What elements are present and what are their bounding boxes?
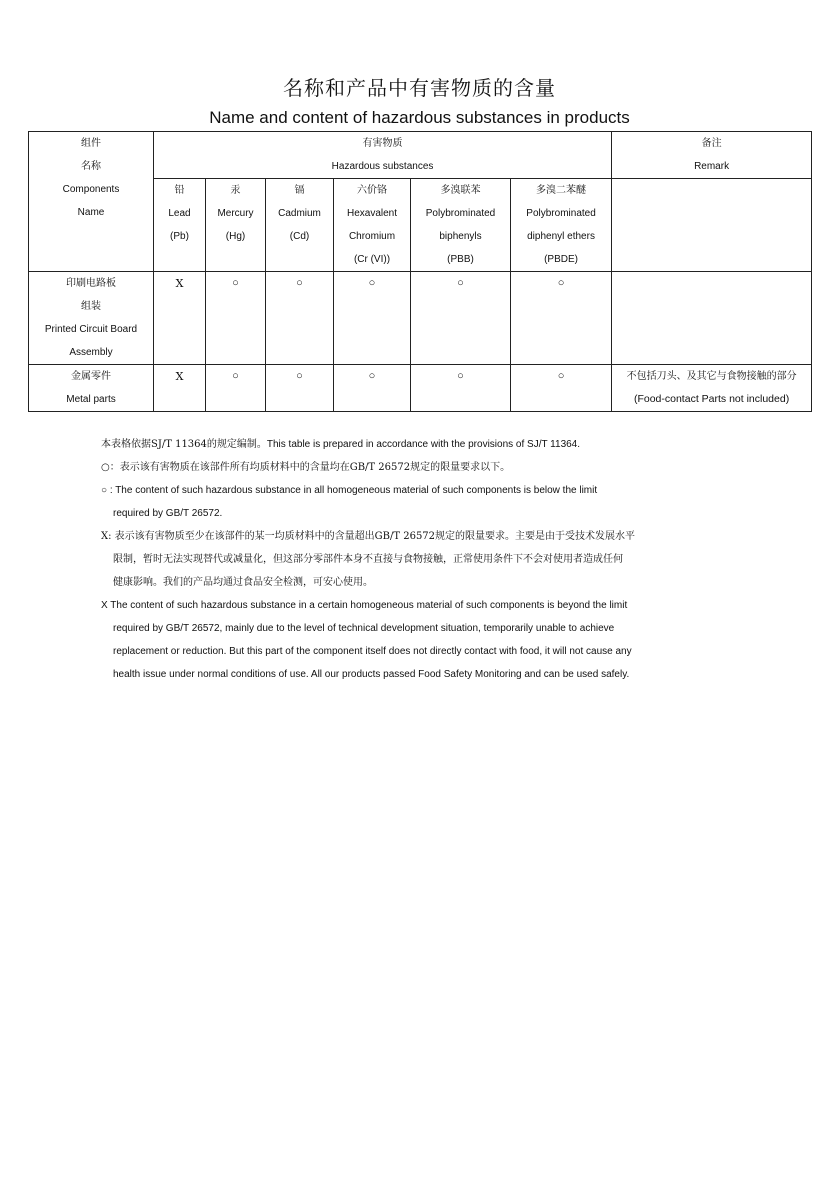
- note-o-zh: ○：表示该有害物质在该部件所有均质材料中的含量均在GB/T 26572规定的限量要求以下。: [101, 462, 511, 473]
- substance-zh: 镉: [294, 185, 305, 196]
- mark-x: X: [175, 277, 184, 290]
- components-header-zh-2: 名称: [81, 161, 101, 172]
- mark-cell: [154, 272, 206, 365]
- header-row-1: [29, 132, 812, 179]
- components-header-en-1: Components: [62, 184, 120, 195]
- remark-cell: [612, 365, 812, 412]
- substance-cadmium-cell: [266, 179, 334, 272]
- substance-chromium-cell: [334, 179, 411, 272]
- component-name-zh-1: 金属零件: [71, 371, 111, 382]
- mark-cell: [334, 365, 411, 412]
- mark-cell: [206, 272, 266, 365]
- note-line-1: [101, 433, 741, 456]
- remark-en: (Food-contact Parts not included): [633, 393, 790, 405]
- remark-header-en: Remark: [694, 161, 730, 172]
- component-name-zh-2: 组装: [81, 301, 101, 312]
- mark-cell: [154, 365, 206, 412]
- table-row-pcba: [29, 272, 812, 365]
- mark-cell: [266, 365, 334, 412]
- components-header-cell: [29, 132, 154, 272]
- mark-cell: [206, 365, 266, 412]
- notes-section: [101, 433, 741, 686]
- component-name-zh-1: 印刷电路板: [66, 278, 116, 289]
- substance-lead-cell: [154, 179, 206, 272]
- substance-en-2: Chromium: [348, 231, 396, 242]
- mark-circle: ○: [457, 277, 464, 289]
- mark-cell: [511, 365, 612, 412]
- substance-en: Cadmium: [278, 208, 321, 219]
- hazardous-header-zh: 有害物质: [362, 138, 403, 149]
- substance-en: Lead: [168, 208, 191, 219]
- substance-zh: 六价铬: [357, 185, 387, 196]
- hazardous-header-en: Hazardous substances: [331, 161, 434, 172]
- component-name-cell: [29, 272, 154, 365]
- substance-symbol: (PBDE): [544, 254, 578, 265]
- substance-pbde-cell: [511, 179, 612, 272]
- mark-cell: [411, 365, 511, 412]
- remark-cell: [612, 272, 812, 365]
- substance-symbol: (Pb): [170, 231, 189, 242]
- page-title-zh: 名称和产品中有害物质的含量: [283, 76, 556, 100]
- remark-empty-cell: [612, 179, 812, 272]
- mark-circle: ○: [368, 370, 376, 382]
- component-name-en-1: Metal parts: [66, 394, 116, 405]
- note-x-zh-1: X: 表示该有害物质至少在该部件的某一均质材料中的含量超出GB/T 26572规定的限量要求。主要是由于受技术发展水平: [101, 531, 636, 542]
- substance-symbol: (Hg): [225, 231, 246, 242]
- mark-cell: [334, 272, 411, 365]
- mark-circle: ○: [296, 370, 303, 382]
- page-title-en: Name and content of hazardous substances in products: [209, 108, 630, 127]
- substance-en-2: diphenyl ethers: [527, 231, 595, 242]
- substance-en: Polybrominated: [526, 208, 596, 219]
- component-name-en-2: Assembly: [69, 347, 113, 358]
- substance-zh: 多溴二苯醚: [536, 185, 587, 196]
- substance-zh: 汞: [230, 185, 241, 196]
- remark-header-zh: 备注: [701, 138, 722, 149]
- mark-circle: ○: [232, 370, 239, 382]
- note-x-en-4: health issue under normal conditions of use. All our products passed Food Safety Monitoring and can be used safely.: [113, 669, 630, 680]
- components-header-zh-1: 组件: [81, 138, 101, 149]
- mark-circle: ○: [557, 370, 565, 382]
- mark-cell: [266, 272, 334, 365]
- note-x-zh-2: 限制，暂时无法实现替代或减量化，但这部分零部件本身不直接与食物接触，正常使用条件下不会对使用者造成任何: [113, 554, 623, 565]
- mark-circle: ○: [232, 277, 239, 289]
- remark-zh: 不包括刀头、及其它与食物接触的部分: [626, 371, 797, 382]
- substance-symbol: (PBB): [447, 254, 474, 265]
- note-o-en-2: required by GB/T 26572.: [113, 508, 223, 519]
- mark-cell: [411, 272, 511, 365]
- components-header-en-2: Name: [77, 207, 105, 218]
- substance-symbol: (Cd): [289, 231, 310, 242]
- substance-en: Polybrominated: [425, 208, 496, 219]
- mark-circle: ○: [368, 277, 376, 289]
- note-standard-en: This table is prepared in accordance with the provisions of SJ/T 11364.: [266, 439, 581, 450]
- note-x-en-2: required by GB/T 26572, mainly due to the level of technical development situation, temporarily unable to achieve: [113, 623, 615, 634]
- hazardous-substances-table: [28, 131, 812, 412]
- substance-en: Hexavalent: [346, 208, 398, 219]
- mark-circle: ○: [457, 370, 464, 382]
- substance-zh: 多溴联苯: [440, 185, 481, 196]
- substance-pbb-cell: [411, 179, 511, 272]
- note-x-en-3: replacement or reduction. But this part of the component itself does not directly contact with food, it will not cause any: [113, 646, 632, 657]
- mark-circle: ○: [296, 277, 303, 289]
- substance-en: Mercury: [217, 208, 254, 219]
- component-name-cell: [29, 365, 154, 412]
- note-standard-zh: 本表格依据SJ/T 11364的规定编制。: [101, 439, 267, 450]
- remark-header-cell: [612, 132, 812, 179]
- note-x-en-1: X The content of such hazardous substance in a certain homogeneous material of such components is beyond the limit: [101, 600, 628, 611]
- substance-symbol: (Cr (VI)): [353, 254, 391, 265]
- table-row-metal-parts: [29, 365, 812, 412]
- note-o-en-1: ○ : The content of such hazardous substance in all homogeneous material of such components is below the limit: [101, 485, 598, 496]
- component-name-en-1: Printed Circuit Board: [44, 324, 138, 335]
- mark-cell: [511, 272, 612, 365]
- substance-en-2: biphenyls: [439, 231, 482, 242]
- mark-circle: ○: [557, 277, 565, 289]
- substance-zh: 铅: [174, 185, 185, 196]
- mark-x: X: [175, 370, 184, 383]
- hazardous-header-cell: [154, 132, 612, 179]
- note-x-zh-3: 健康影响。我们的产品均通过食品安全检测，可安心使用。: [113, 577, 373, 588]
- substance-mercury-cell: [206, 179, 266, 272]
